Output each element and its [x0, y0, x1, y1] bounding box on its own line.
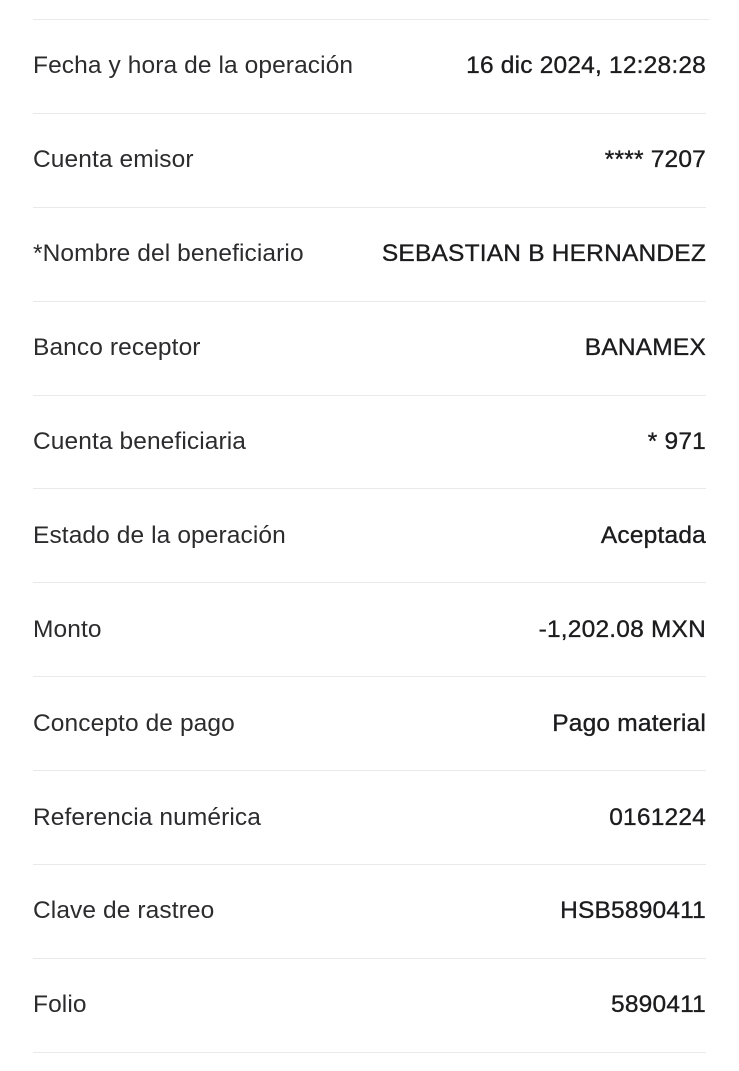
detail-row-tracking-key	[33, 865, 706, 959]
detail-label: Cuenta beneficiaria	[33, 428, 247, 455]
detail-value: * 971	[647, 428, 706, 455]
detail-row-sender-account	[33, 114, 706, 208]
detail-label: Fecha y hora de la operación	[33, 52, 354, 80]
detail-label: Banco receptor	[33, 334, 201, 362]
detail-row-beneficiary-name	[33, 208, 706, 302]
detail-row-folio	[33, 959, 706, 1053]
detail-rows	[33, 20, 706, 1053]
detail-value: SEBASTIAN B HERNANDEZ	[381, 240, 706, 268]
detail-label: Folio	[33, 991, 87, 1019]
detail-row-beneficiary-account	[33, 396, 706, 490]
detail-value: HSB5890411	[560, 897, 706, 925]
detail-value: 16 dic 2024, 12:28:28	[466, 52, 706, 80]
detail-label: Monto	[33, 615, 102, 643]
detail-label: Referencia numérica	[33, 803, 261, 831]
detail-row-payment-concept	[33, 677, 706, 771]
detail-label: Clave de rastreo	[33, 897, 215, 925]
detail-row-status	[33, 489, 706, 583]
detail-value: 0161224	[609, 803, 706, 831]
detail-value: **** 7207	[604, 146, 706, 174]
detail-value: BANAMEX	[584, 334, 706, 362]
detail-row-amount	[33, 583, 706, 677]
detail-row-receiving-bank	[33, 302, 706, 396]
detail-value: -1,202.08 MXN	[538, 615, 706, 643]
detail-row-numeric-reference	[33, 771, 706, 865]
detail-value: Aceptada	[600, 521, 706, 549]
detail-label: Estado de la operación	[33, 521, 286, 549]
detail-value: Pago material	[552, 709, 706, 737]
detail-row-datetime	[33, 20, 706, 114]
detail-label: *Nombre del beneficiario	[33, 240, 304, 268]
detail-label: Cuenta emisor	[33, 146, 194, 174]
detail-value: 5890411	[611, 991, 706, 1019]
detail-label: Concepto de pago	[33, 709, 235, 737]
